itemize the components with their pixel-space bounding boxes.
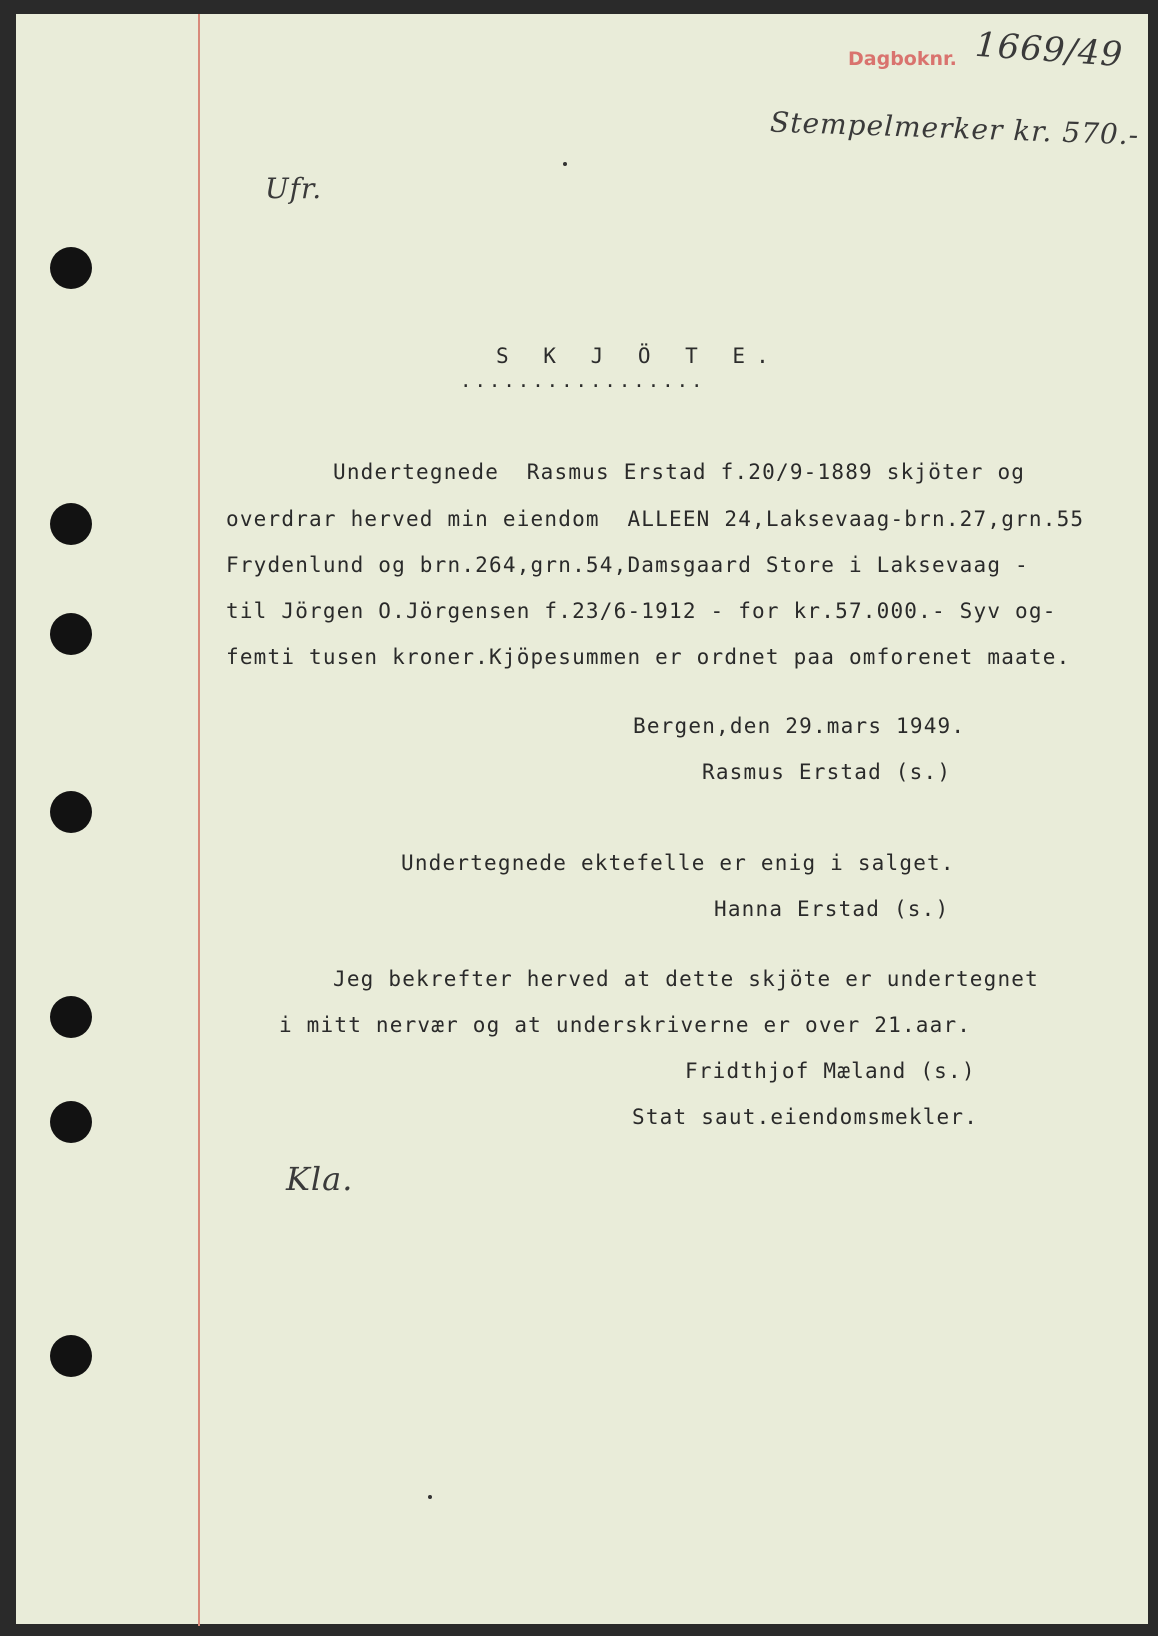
punch-hole: [50, 1335, 92, 1377]
spouse-signature: Hanna Erstad (s.): [714, 897, 950, 921]
punch-hole: [50, 1101, 92, 1143]
punch-hole: [50, 996, 92, 1038]
stamp-duty-note: Stempelmerker kr. 570.-: [769, 105, 1140, 152]
spouse-consent: Undertegnede ektefelle er enig i salget.: [401, 851, 955, 875]
journal-number: 1669/49: [973, 24, 1125, 76]
witness-line: i mitt nervær og at underskriverne er over 21.aar.: [279, 1013, 972, 1037]
body-line: Undertegnede Rasmus Erstad f.20/9-1889 skjöter og: [333, 460, 1026, 484]
scan-border-left: [0, 0, 16, 1636]
clerk-initials-top: Ufr.: [265, 172, 323, 205]
title-underline: .................: [460, 370, 706, 392]
witness-signature: Fridthjof Mæland (s.): [685, 1059, 976, 1083]
body-line: femti tusen kroner.Kjöpesummen er ordnet paa omforenet maate.: [226, 645, 1071, 669]
punch-hole: [50, 503, 92, 545]
body-line: Frydenlund og brn.264,grn.54,Damsgaard Store i Laksevaag -: [226, 553, 1029, 577]
scan-border-top: [0, 0, 1158, 14]
ink-speck: [563, 162, 567, 166]
seller-signature: Rasmus Erstad (s.): [702, 760, 952, 784]
document-title: S K J Ö T E.: [496, 344, 780, 368]
punch-hole: [50, 613, 92, 655]
clerk-initials-bottom: Kla.: [286, 1160, 354, 1198]
ink-speck: [428, 1495, 432, 1499]
witness-line: Jeg bekrefter herved at dette skjöte er undertegnet: [333, 967, 1039, 991]
punch-hole: [50, 791, 92, 833]
scan-border-bottom: [0, 1624, 1158, 1636]
dagbok-stamp: Dagboknr.: [848, 48, 957, 70]
place-date: Bergen,den 29.mars 1949.: [633, 714, 966, 738]
red-margin-line: [198, 14, 200, 1626]
punch-hole: [50, 247, 92, 289]
body-line: overdrar herved min eiendom ALLEEN 24,Laksevaag-brn.27,grn.55: [226, 507, 1085, 531]
body-line: til Jörgen O.Jörgensen f.23/6-1912 - for kr.57.000.- Syv og-: [226, 599, 1057, 623]
scan-border-right: [1148, 0, 1158, 1636]
witness-title: Stat saut.eiendomsmekler.: [632, 1105, 979, 1129]
